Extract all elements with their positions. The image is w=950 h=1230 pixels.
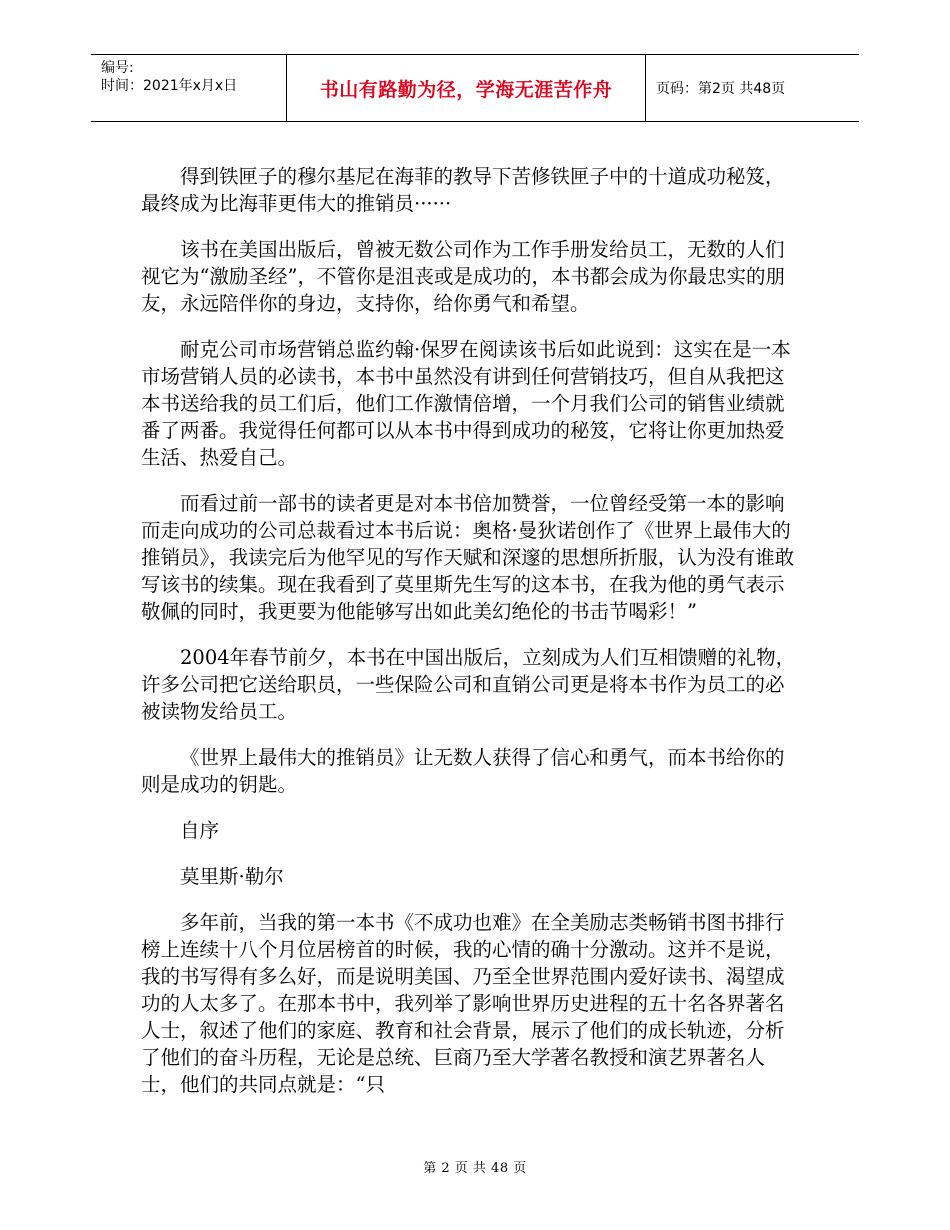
paragraph: 得到铁匣子的穆尔基尼在海菲的教导下苦修铁匣子中的十道成功秘笈，最终成为比海菲更伟大的推销员······ (141, 165, 785, 215)
doc-date: 时间：2021年x月x日 (101, 78, 238, 94)
paragraph: 《世界上最伟大的推销员》让无数人获得了信心和勇气，而本书给你的则是成功的钥匙。 (141, 746, 785, 796)
paragraph: 耐克公司市场营销总监约翰·保罗在阅读该书后如此说到：这实在是一本市场营销人员的必读书，本书中虽然没有讲到任何营销技巧，但自从我把这本书送给我的员工们后，他们工作激情倍增，一个月我们公司的销售业绩就番了两番。我觉得任何都可以从本书中得到成功的秘笈，它将让你更加热爱生活、热爱自己。 (141, 338, 791, 469)
doc-number-label: 编号: (101, 60, 134, 76)
document-body (141, 163, 801, 1117)
section-heading: 自序 (180, 819, 220, 842)
page-footer: 第 2 页 共 48 页 (423, 1161, 527, 1176)
paragraph: 该书在美国出版后，曾被无数公司作为工作手册发给员工，无数的人们视它为“激励圣经”，不管你是沮丧或是成功的，本书都会成为你最忠实的朋友，永远陪伴你的身边，支持你，给你勇气和希望。 (141, 238, 785, 315)
header-motto: 书山有路勤为径，学海无涯苦作舟 (286, 55, 646, 121)
paragraph: 而看过前一部书的读者更是对本书倍加赞誉，一位曾经受第一本的影响而走向成功的公司总裁看过本书后说：奥格·曼狄诺创作了《世界上最伟大的推销员》，我读完后为他罕见的写作天赋和深邃的思想所折服，认为没有谁敢写该书的续集。现在我看到了莫里斯先生写的这本书，在我为他的勇气表示敬佩的同时，我更要为他能够写出如此美幻绝伦的书击节喝彩！” (141, 492, 795, 623)
paragraph: 多年前，当我的第一本书《不成功也难》在全美励志类畅销书图书排行榜上连续十八个月位居榜首的时候，我的心情的确十分激动。这并不是说，我的书写得有多么好，而是说明美国、乃至全世界范围内爱好读书、渴望成功的人太多了。在那本书中，我列举了影响世界历史进程的五十名各界著名人士，叙述了他们的家庭、教育和社会背景，展示了他们的成长轨迹，分析了他们的奋斗历程，无论是总统、巨商乃至大学著名教授和演艺界著名人士，他们的共同点就是：“只 (141, 911, 785, 1096)
page-header (91, 54, 859, 122)
author-line: 莫里斯·勒尔 (180, 865, 284, 888)
header-page-info: 页码：第2页 共48页 (656, 81, 786, 97)
header-meta (91, 55, 286, 121)
paragraph: 2004年春节前夕，本书在中国出版后，立刻成为人们互相馈赠的礼物，许多公司把它送给职员，一些保险公司和直销公司更是将本书作为员工的必被读物发给员工。 (141, 646, 796, 723)
